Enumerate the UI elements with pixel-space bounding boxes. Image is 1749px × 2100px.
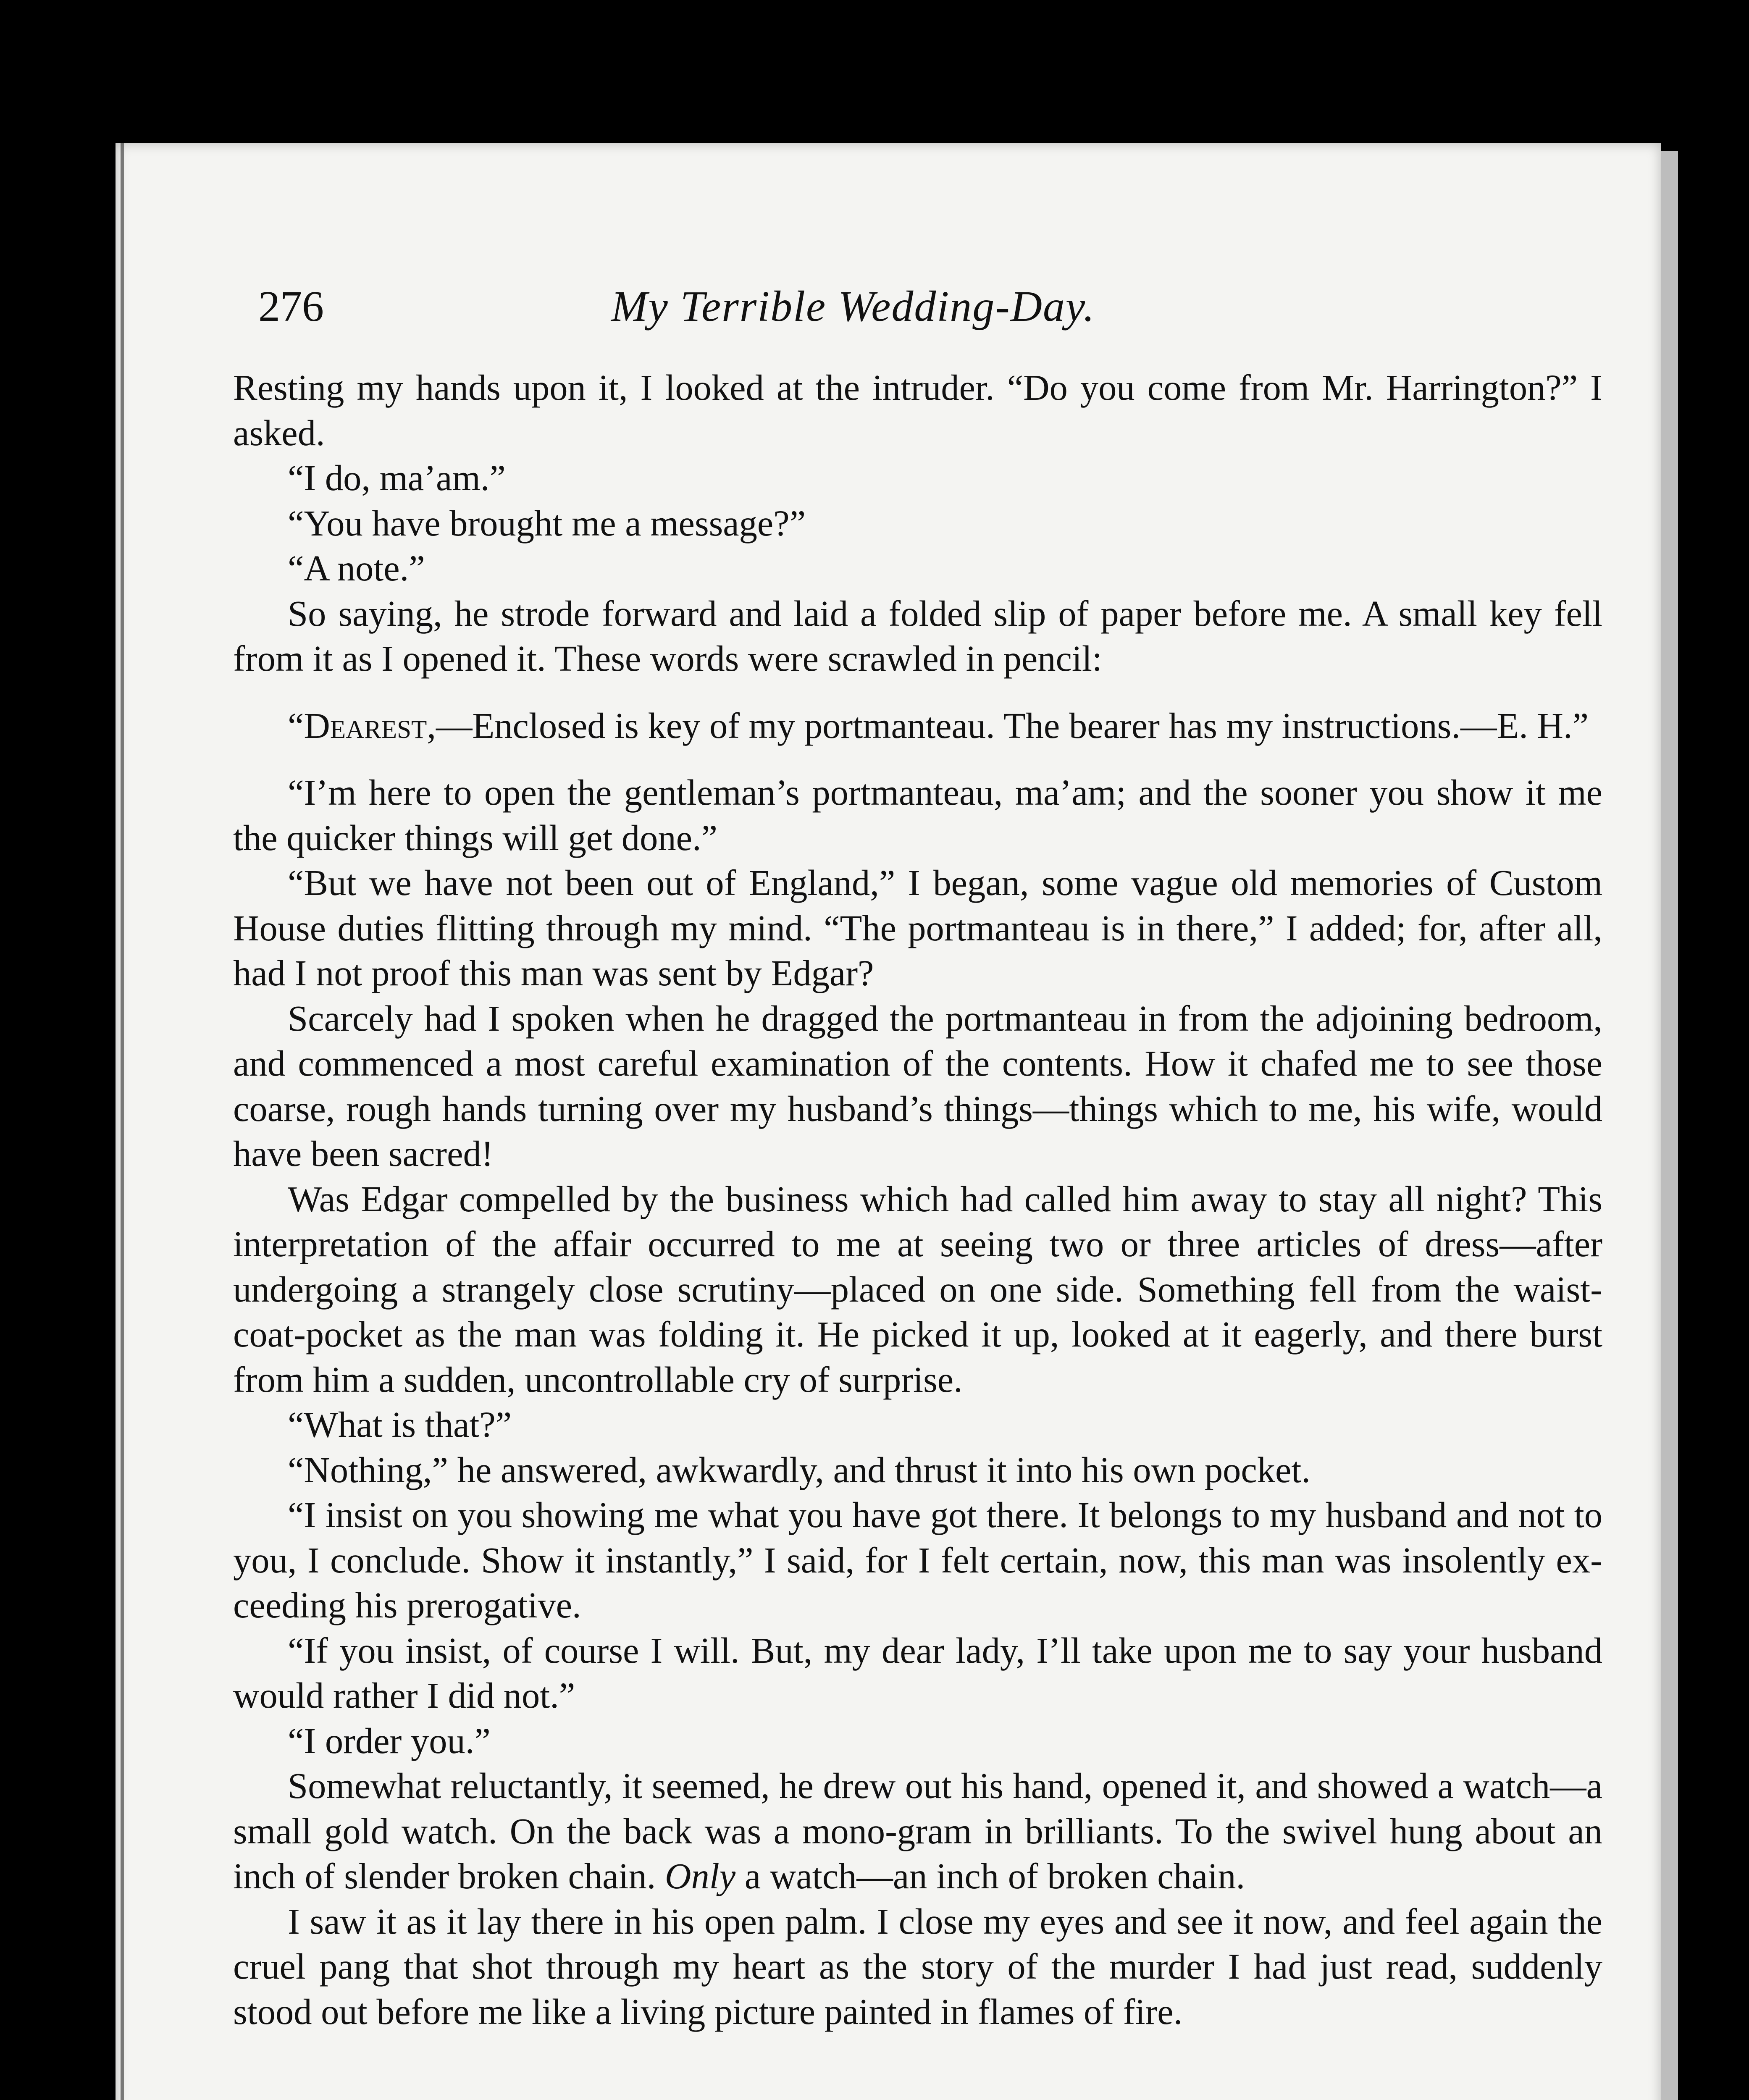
note-body: —Enclosed is key of my portmanteau. The bearer has my instructions.—E. H.” xyxy=(436,705,1589,746)
paragraph: Scarcely had I spoken when he dragged the portmanteau in from the adjoining bedroom, and commenced a most careful examination of the contents. How it chafed me to see those coarse, rough hands turning over my husband’s things—things which to me, his wife, would have been sacred! xyxy=(233,998,1602,1174)
paragraph: So saying, he strode forward and laid a folded slip of paper before me. A small key fell from it as I opened it. These words were scrawled in pencil: xyxy=(233,593,1602,679)
note-open-quote: “ xyxy=(288,705,304,746)
paragraph: I saw it as it lay there in his open palm. I close my eyes and see it now, and feel again the cruel pang that shot through my heart as the story of the murder I had just read, suddenly stood out before me like a living picture painted in flames of fire. xyxy=(233,1901,1602,2032)
paragraph: “A note.” xyxy=(288,548,425,588)
body-text xyxy=(233,365,1602,2034)
page-gutter-shadow xyxy=(121,143,124,2100)
running-title: My Terrible Wedding-Day. xyxy=(611,282,1095,331)
paragraph: “I insist on you showing me what you have got there. It belongs to my husband and not to you, I conclude. Show it instantly,” I said, for I felt certain, now, this man was insolently ex-ceeding his prerogative. xyxy=(233,1495,1602,1625)
page-header xyxy=(258,281,1497,357)
paragraph: Resting my hands upon it, I looked at the intruder. “Do you come from Mr. Harrington?” I asked. xyxy=(233,368,1602,453)
paragraph: “I order you.” xyxy=(288,1720,491,1761)
paragraph-tail: a watch—an inch of broken chain. xyxy=(735,1856,1245,1896)
paragraph: “But we have not been out of England,” I began, some vague old memories of Custom House duties flitting through my mind. “The portmanteau is in there,” I added; for, after all, had I not proof this man was sent by Edgar? xyxy=(233,863,1602,993)
paragraph: “You have brought me a message?” xyxy=(288,503,806,543)
paragraph: “If you insist, of course I will. But, my dear lady, I’ll take upon me to say your husband would rather I did not.” xyxy=(233,1630,1602,1716)
paragraph xyxy=(233,1764,1602,1899)
pencil-note xyxy=(233,704,1602,749)
page-number: 276 xyxy=(258,282,324,331)
adjacent-page-edge xyxy=(1661,151,1678,2100)
book-page xyxy=(116,143,1661,2100)
paragraph: “Nothing,” he answered, awkwardly, and thrust it into his own pocket. xyxy=(288,1449,1311,1490)
paragraph: “I’m here to open the gentleman’s portmanteau, ma’am; and the sooner you show it me the quicker things will get done.” xyxy=(233,772,1602,858)
paragraph: “What is that?” xyxy=(288,1404,512,1445)
paragraph-lead: Somewhat reluctantly, it seemed, he drew out his hand, opened it, and showed a watch—a small gold watch. On the back was a mono-gram in brilliants. To the swivel hung about an inch of slender broken chain. xyxy=(233,1766,1602,1896)
note-salutation: Dearest, xyxy=(304,705,436,746)
paragraph: “I do, ma’am.” xyxy=(288,458,506,498)
emphasis-word: Only xyxy=(665,1856,736,1896)
paragraph: Was Edgar compelled by the business which had called him away to stay all night? This interpretation of the affair occurred to me at seeing two or three articles of dress—after undergoing a strangely close scrutiny—placed on one side. Something fell from the waist-coat-pocket as the man was folding it. He picked it up, looked at it eagerly, and there burst from him a sudden, uncontrollable cry of surprise. xyxy=(233,1179,1602,1400)
